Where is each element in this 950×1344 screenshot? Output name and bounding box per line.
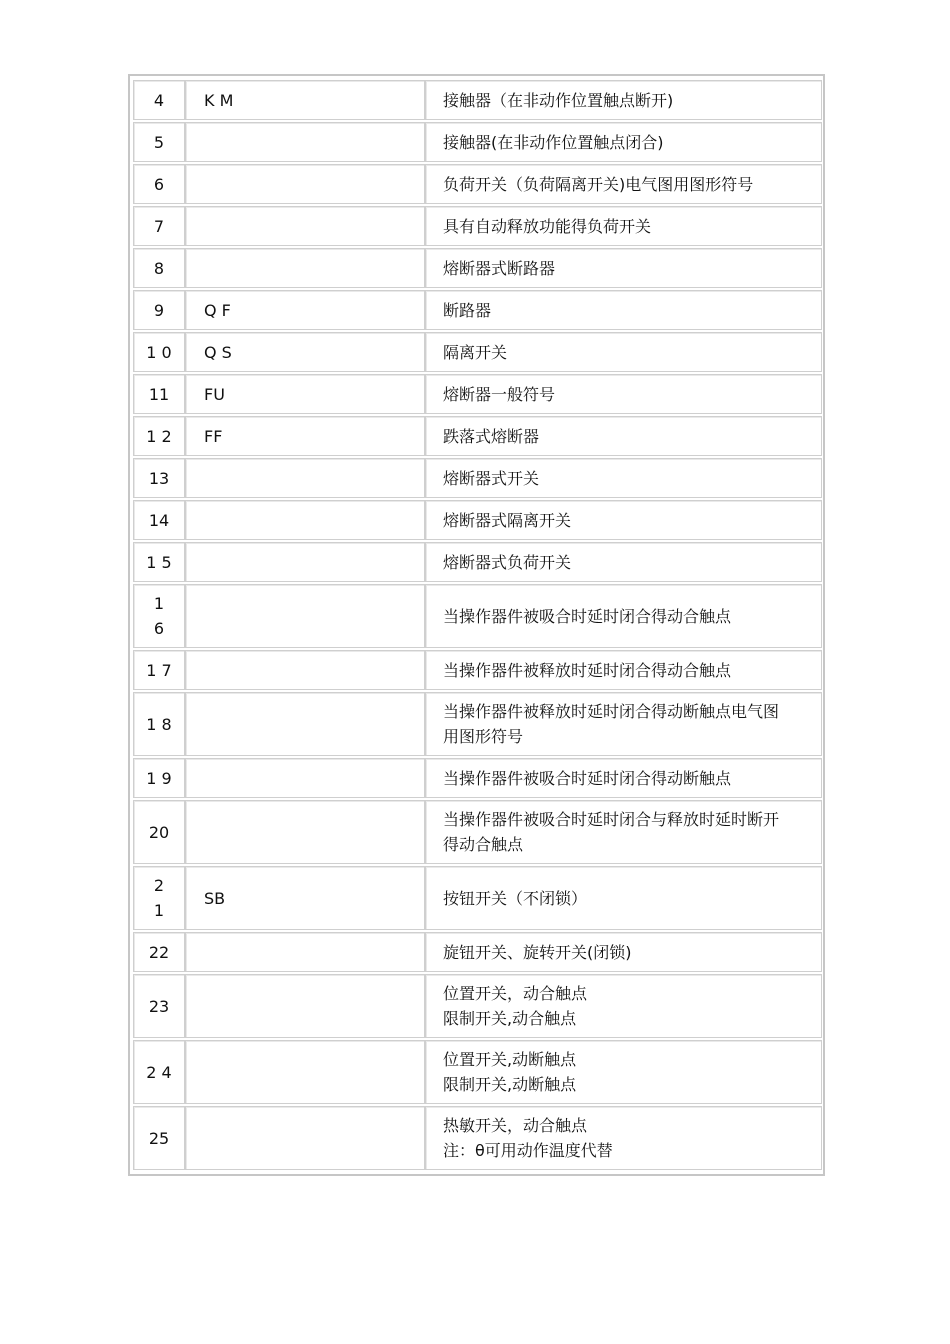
row-number-cell [133,1106,185,1170]
symbol-code-cell [185,1106,425,1170]
table-row [133,584,822,648]
table-row [133,1106,822,1170]
description-cell [425,80,822,120]
row-number-text: 9 [153,300,165,320]
table-row [133,122,822,162]
symbol-code-cell [185,206,425,246]
table-row [133,290,822,330]
symbol-code-cell [185,374,425,414]
description-text: 按钮开关（不闭锁） [443,888,588,908]
row-number-text: 20 [148,822,170,842]
description-cell [425,692,822,756]
row-number-text: 8 [153,258,165,278]
description-cell [425,290,822,330]
description-text: 熔断器式断路器 [443,258,556,278]
row-number-cell [133,500,185,540]
description-text: 旋钮开关、旋转开关(闭锁) [443,942,632,962]
symbol-code-text: Q F [204,300,231,320]
description-text: 位置开关,动断触点 限制开关,动断触点 [443,1050,577,1094]
description-text: 跌落式熔断器 [443,426,540,446]
description-cell [425,866,822,930]
symbol-code-cell [185,800,425,864]
row-number-text: 1 9 [146,768,172,788]
row-number-text: 4 [153,90,165,110]
symbol-code-text: SB [204,888,226,908]
row-number-text: 25 [148,1128,170,1148]
row-number-cell [133,248,185,288]
description-text: 位置开关，动合触点 限制开关,动合触点 [443,984,588,1028]
row-number-text: 1 7 [146,660,172,680]
symbol-code-cell [185,164,425,204]
row-number-cell [133,866,185,930]
row-number-cell [133,974,185,1038]
description-cell [425,932,822,972]
description-cell [425,542,822,582]
description-text: 接触器（在非动作位置触点断开) [443,90,674,110]
table-row [133,758,822,798]
description-cell [425,650,822,690]
row-number-text: 1 8 [146,714,172,734]
row-number-cell [133,206,185,246]
table-row [133,500,822,540]
table-row [133,206,822,246]
description-text: 熔断器式负荷开关 [443,552,572,572]
row-number-cell [133,542,185,582]
symbol-code-cell [185,1040,425,1104]
description-cell [425,584,822,648]
symbol-code-cell [185,332,425,372]
row-number-text: 1 6 [153,594,165,638]
symbol-code-cell [185,80,425,120]
symbol-code-cell [185,650,425,690]
row-number-cell [133,374,185,414]
row-number-cell [133,164,185,204]
symbol-code-cell [185,290,425,330]
table-row [133,932,822,972]
description-text: 当操作器件被释放时延时闭合得动合触点 [443,660,732,680]
description-cell [425,1040,822,1104]
row-number-cell [133,692,185,756]
row-number-cell [133,650,185,690]
symbol-table [133,78,822,1172]
symbol-code-cell [185,500,425,540]
table-row [133,866,822,930]
row-number-cell [133,122,185,162]
row-number-text: 2 4 [146,1062,172,1082]
description-cell [425,758,822,798]
description-text: 隔离开关 [443,342,508,362]
description-cell [425,974,822,1038]
description-cell [425,332,822,372]
table-row [133,650,822,690]
row-number-text: 11 [148,384,170,404]
symbol-code-cell [185,758,425,798]
description-cell [425,164,822,204]
row-number-text: 13 [148,468,170,488]
row-number-text: 5 [153,132,165,152]
row-number-cell [133,758,185,798]
description-text: 当操作器件被吸合时延时闭合得动断触点 [443,768,732,788]
description-cell [425,458,822,498]
row-number-cell [133,932,185,972]
symbol-table-body [133,80,822,1170]
row-number-cell [133,80,185,120]
row-number-cell [133,1040,185,1104]
table-row [133,332,822,372]
symbol-code-cell [185,248,425,288]
description-cell [425,206,822,246]
symbol-code-cell [185,974,425,1038]
description-cell [425,416,822,456]
symbol-code-cell [185,458,425,498]
description-text: 当操作器件被吸合时延时闭合得动合触点 [443,606,732,626]
description-cell [425,122,822,162]
symbol-code-text: FU [204,384,225,404]
row-number-cell [133,584,185,648]
description-text: 断路器 [443,300,492,320]
table-row [133,542,822,582]
symbol-code-text: Q S [204,342,232,362]
description-cell [425,800,822,864]
symbol-code-cell [185,122,425,162]
row-number-text: 22 [148,942,170,962]
table-row [133,248,822,288]
description-cell [425,500,822,540]
table-row [133,164,822,204]
row-number-cell [133,416,185,456]
description-text: 热敏开关，动合触点 注：θ可用动作温度代替 [443,1116,613,1160]
symbol-code-cell [185,692,425,756]
table-row [133,374,822,414]
description-cell [425,374,822,414]
description-text: 接触器(在非动作位置触点闭合) [443,132,664,152]
row-number-text: 14 [148,510,170,530]
table-row [133,974,822,1038]
row-number-text: 1 0 [146,342,172,362]
description-text: 熔断器式隔离开关 [443,510,572,530]
table-row [133,416,822,456]
row-number-cell [133,800,185,864]
row-number-text: 1 5 [146,552,172,572]
row-number-cell [133,290,185,330]
symbol-code-text: FF [204,426,223,446]
row-number-text: 23 [148,996,170,1016]
table-row [133,80,822,120]
symbol-code-cell [185,542,425,582]
row-number-cell [133,332,185,372]
table-row [133,692,822,756]
symbol-code-cell [185,866,425,930]
table-row [133,800,822,864]
description-text: 当操作器件被释放时延时闭合得动断触点电气图 用图形符号 [443,702,780,746]
symbol-code-cell [185,416,425,456]
description-text: 负荷开关（负荷隔离开关)电气图用图形符号 [443,174,754,194]
description-text: 熔断器一般符号 [443,384,556,404]
description-text: 当操作器件被吸合时延时闭合与释放时延时断开 得动合触点 [443,810,780,854]
description-cell [425,1106,822,1170]
symbol-table-frame [128,74,825,1176]
table-row [133,458,822,498]
symbol-code-cell [185,584,425,648]
table-row [133,1040,822,1104]
symbol-code-text: K M [204,90,234,110]
symbol-code-cell [185,932,425,972]
row-number-text: 6 [153,174,165,194]
row-number-text: 7 [153,216,165,236]
description-text: 具有自动释放功能得负荷开关 [443,216,652,236]
row-number-text: 2 1 [153,876,165,920]
row-number-cell [133,458,185,498]
row-number-text: 1 2 [146,426,172,446]
description-text: 熔断器式开关 [443,468,540,488]
description-cell [425,248,822,288]
